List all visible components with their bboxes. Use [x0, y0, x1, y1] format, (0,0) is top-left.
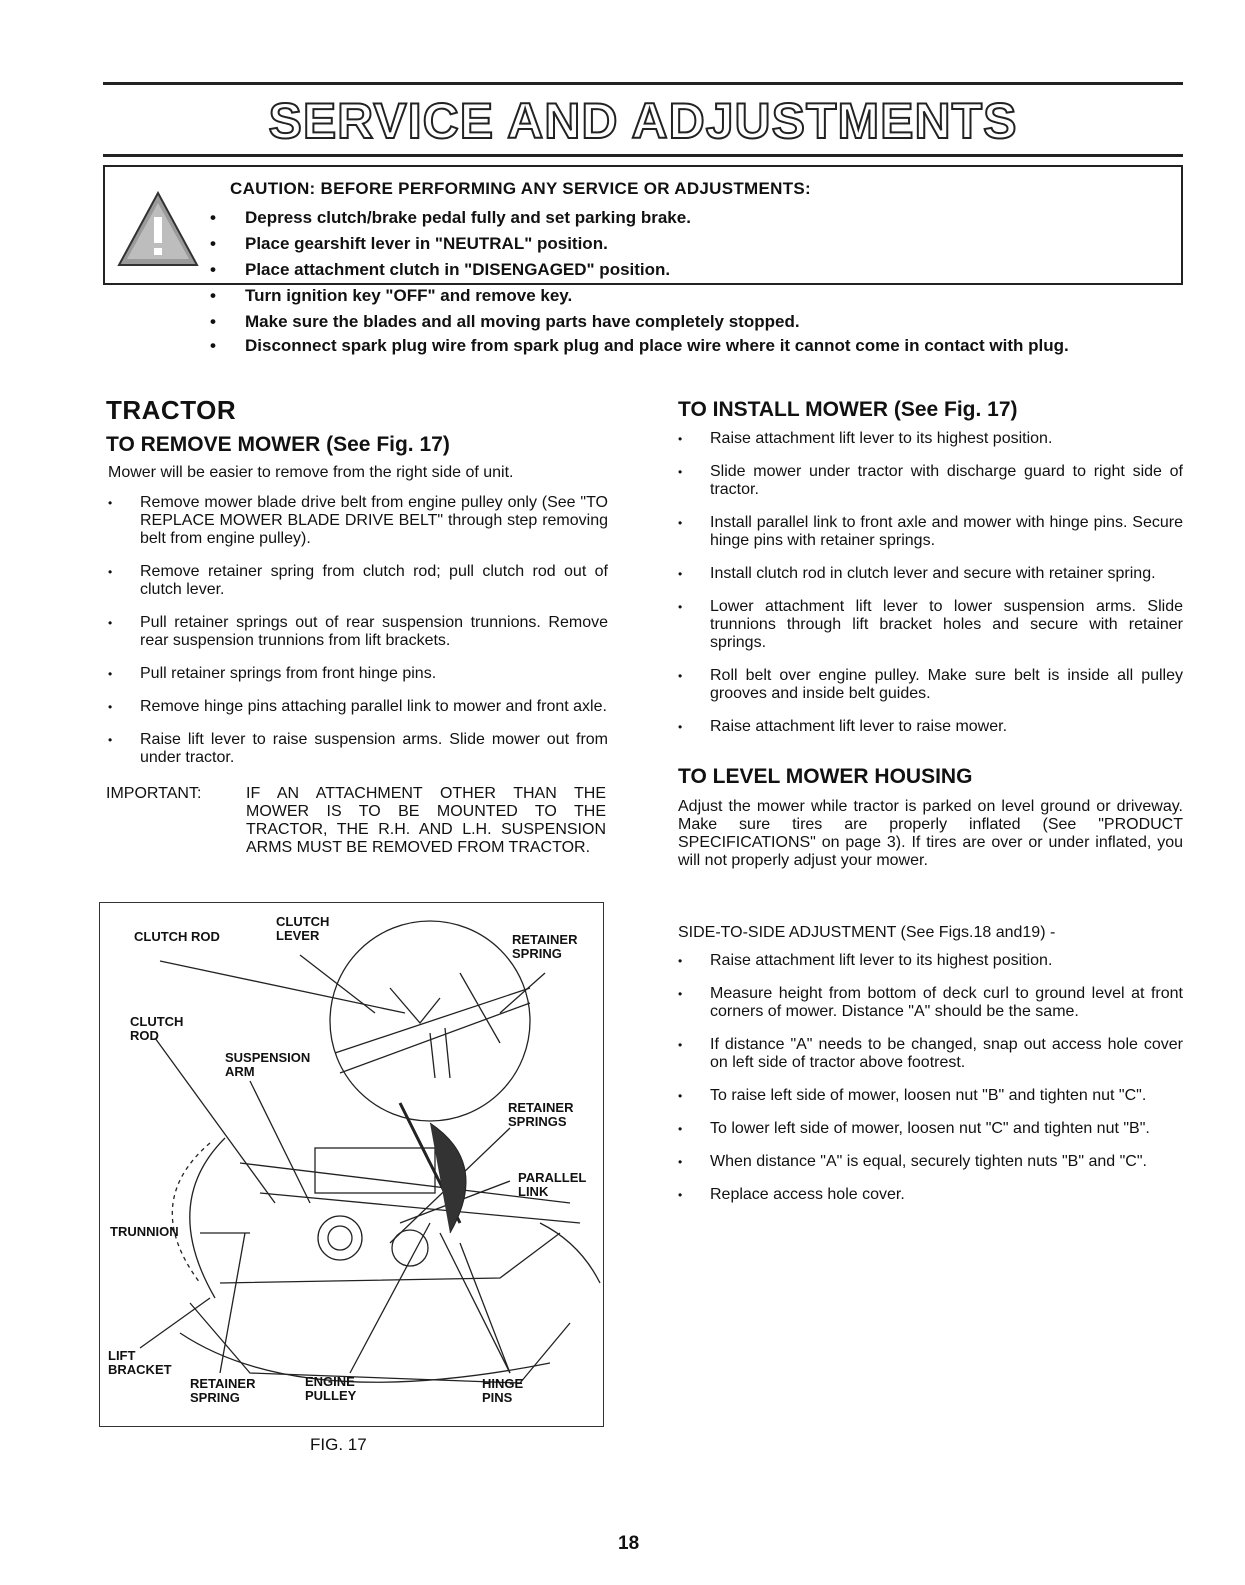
- list-item: • Pull retainer springs out of rear suspension trunnions. Remove rear suspension trunnions from lift brackets.: [108, 614, 608, 650]
- install-mower-section: [678, 430, 1183, 751]
- list-item: • Pull retainer springs from front hinge pins.: [108, 665, 608, 683]
- list-item: • Install clutch rod in clutch lever and secure with retainer spring.: [678, 565, 1183, 583]
- list-item: • Install parallel link to front axle and mower with hinge pins. Secure hinge pins with retainer springs.: [678, 514, 1183, 550]
- level-intro: Adjust the mower while tractor is parked on level ground or driveway. Make sure tires are properly inflated (See "PRODUCT SPECIFICATIONS" on page 3). If tires are over or under inflated, you will not properly adjust your mower.: [678, 798, 1183, 869]
- level-mower-title: TO LEVEL MOWER HOUSING: [678, 765, 973, 788]
- label-trunnion: TRUNNION: [110, 1224, 179, 1239]
- label-lift-bracket: LIFT BRACKET: [108, 1348, 172, 1377]
- label-clutch-rod: CLUTCH ROD: [134, 929, 220, 944]
- figure-17: [99, 902, 604, 1427]
- important-label: IMPORTANT:: [106, 785, 202, 802]
- label-retainer-springs: RETAINER SPRINGS: [508, 1100, 574, 1129]
- caution-item: • Place attachment clutch in "DISENGAGED" position.: [210, 257, 1170, 283]
- label-retainer-spring: RETAINER SPRING: [512, 932, 578, 961]
- caution-item: • Make sure the blades and all moving parts have completely stopped.: [210, 309, 1170, 335]
- side-to-side-heading: SIDE-TO-SIDE ADJUSTMENT (See Figs.18 and19) -: [678, 924, 1056, 941]
- section-title-tractor: TRACTOR: [106, 395, 237, 425]
- caution-list: [210, 205, 1170, 354]
- list-item: • If distance "A" needs to be changed, snap out access hole cover on left side of tractor above footrest.: [678, 1036, 1183, 1072]
- figure-caption: FIG. 17: [310, 1435, 367, 1454]
- page-number: 18: [618, 1533, 640, 1554]
- label-clutch-rod: CLUTCH ROD: [130, 1014, 184, 1043]
- list-item: • Roll belt over engine pulley. Make sure belt is inside all pulley grooves and inside belt guides.: [678, 667, 1183, 703]
- side-to-side-steps: [678, 952, 1183, 1204]
- remove-steps: [108, 494, 608, 767]
- list-item: • Measure height from bottom of deck curl to ground level at front corners of mower. Distance "A" should be the same.: [678, 985, 1183, 1021]
- remove-mower-section: [108, 464, 608, 782]
- list-item: • To raise left side of mower, loosen nut "B" and tighten nut "C".: [678, 1087, 1183, 1105]
- label-suspension-arm: SUSPENSION ARM: [225, 1050, 311, 1079]
- list-item: • Raise attachment lift lever to raise mower.: [678, 718, 1183, 736]
- install-steps: [678, 430, 1183, 736]
- caution-heading: CAUTION: BEFORE PERFORMING ANY SERVICE OR ADJUSTMENTS:: [230, 179, 812, 198]
- list-item: • Raise lift lever to raise suspension arms. Slide mower out from under tractor.: [108, 731, 608, 767]
- remove-mower-title: TO REMOVE MOWER (See Fig. 17): [106, 433, 450, 456]
- caution-item: • Place gearshift lever in "NEUTRAL" position.: [210, 231, 1170, 257]
- list-item: • To lower left side of mower, loosen nut "C" and tighten nut "B".: [678, 1120, 1183, 1138]
- label-clutch-lever: CLUTCH LEVER: [276, 914, 330, 943]
- label-hinge-pins: HINGE PINS: [482, 1376, 524, 1405]
- list-item: • When distance "A" is equal, securely tighten nuts "B" and "C".: [678, 1153, 1183, 1171]
- caution-item: • Depress clutch/brake pedal fully and set parking brake.: [210, 205, 1170, 231]
- list-item: • Replace access hole cover.: [678, 1186, 1183, 1204]
- important-note: [106, 785, 606, 885]
- list-item: • Remove mower blade drive belt from engine pulley only (See "TO REPLACE MOWER BLADE DRIVE BELT" through step removing belt from engine pulley).: [108, 494, 608, 548]
- label-parallel-link: PARALLEL LINK: [518, 1170, 587, 1199]
- important-text: IF AN ATTACHMENT OTHER THAN THE MOWER IS TO BE MOUNTED TO THE TRACTOR, THE R.H. AND L.H. SUSPENSION ARMS MUST BE REMOVED FROM TRACTOR.: [246, 785, 606, 856]
- list-item: • Raise attachment lift lever to its highest position.: [678, 952, 1183, 970]
- level-mower-section: [678, 798, 1183, 870]
- list-item: • Raise attachment lift lever to its highest position.: [678, 430, 1183, 448]
- label-retainer-spring: RETAINER SPRING: [190, 1376, 256, 1405]
- list-item: • Lower attachment lift lever to lower suspension arms. Slide trunnions through lift bracket holes and secure with retainer springs.: [678, 598, 1183, 652]
- label-engine-pulley: ENGINE PULLEY: [305, 1374, 357, 1403]
- top-rule: [103, 82, 1183, 85]
- list-item: • Remove retainer spring from clutch rod; pull clutch rod out of clutch lever.: [108, 563, 608, 599]
- list-item: • Remove hinge pins attaching parallel link to mower and front axle.: [108, 698, 608, 716]
- side-to-side-section: [678, 924, 1183, 1219]
- caution-box: [103, 165, 1183, 355]
- caution-item: • Disconnect spark plug wire from spark plug and place wire where it cannot come in contact with plug.: [210, 335, 1170, 354]
- warning-triangle-icon: [115, 189, 201, 269]
- install-mower-title: TO INSTALL MOWER (See Fig. 17): [678, 398, 1018, 421]
- list-item: • Slide mower under tractor with discharge guard to right side of tractor.: [678, 463, 1183, 499]
- page-title: SERVICE AND ADJUSTMENTS: [268, 93, 1018, 149]
- title-rule: [103, 154, 1183, 157]
- remove-intro: Mower will be easier to remove from the right side of unit.: [108, 464, 514, 481]
- caution-item: • Turn ignition key "OFF" and remove key.: [210, 283, 1170, 309]
